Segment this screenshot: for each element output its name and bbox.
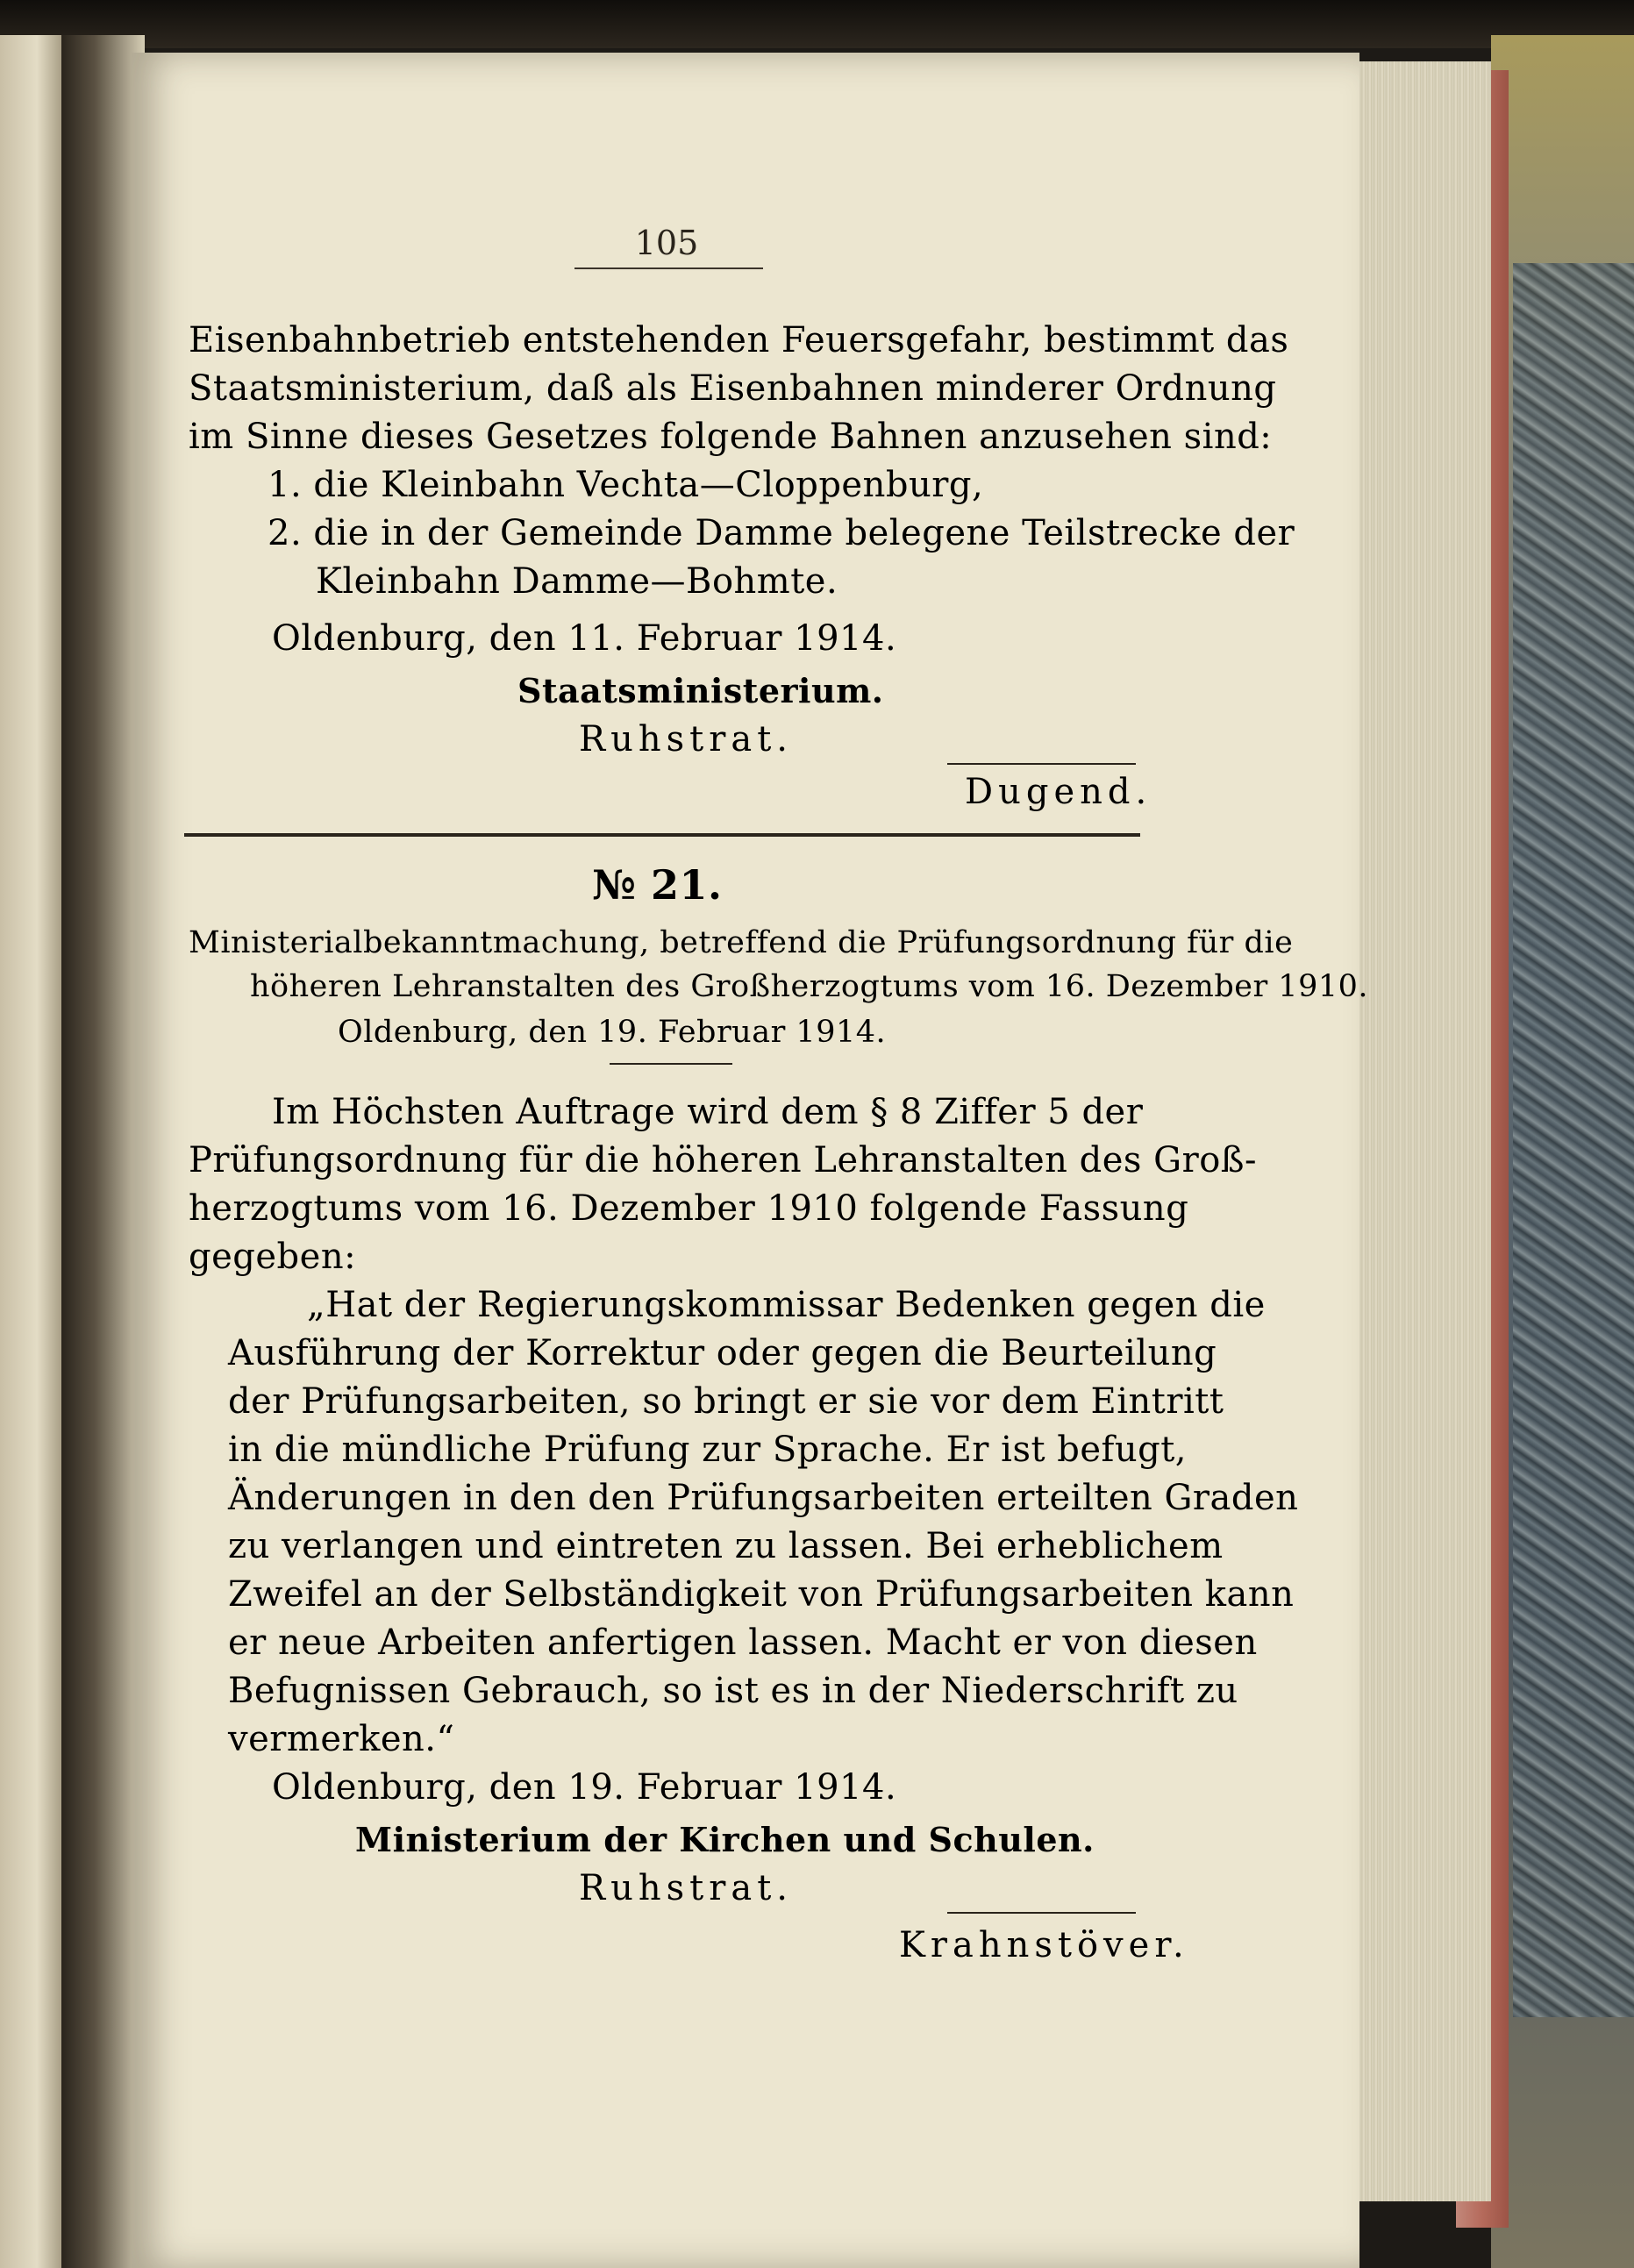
section1-authority: Staatsministerium. [517, 671, 884, 710]
section1-signature-ruhstrat: Ruhstrat. [579, 719, 793, 760]
left-page-edge [0, 35, 61, 2268]
body-line-3: herzogtums vom 16. Dezember 1910 folgende Fassung [189, 1188, 1189, 1229]
heading-rule [610, 1063, 732, 1065]
section2-heading-date: Oldenburg, den 19. Februar 1914. [338, 1015, 887, 1050]
quote-line-10: vermerken.“ [228, 1719, 455, 1759]
scan-top-edge [0, 0, 1634, 48]
list-item-1: 1. die Kleinbahn Vechta—Cloppenburg, [268, 465, 984, 505]
body-line-1: Im Höchsten Auftrage wird dem § 8 Ziffer 5 der [272, 1092, 1144, 1132]
quote-line-2: Ausführung der Korrektur oder gegen die Beurteilung [228, 1333, 1217, 1373]
quote-line-9: Befugnissen Gebrauch, so ist es in der Niederschrift zu [228, 1671, 1238, 1711]
marbled-cover [1513, 263, 1634, 2017]
body-line-4: gegeben: [189, 1237, 357, 1277]
section1-line-1: Eisenbahnbetrieb entstehenden Feuersgefahr, bestimmt das [189, 320, 1289, 360]
page-stack-edges [1359, 61, 1491, 2201]
quote-line-3: der Prüfungsarbeiten, so bringt er sie vor dem Eintritt [228, 1381, 1224, 1422]
quote-line-8: er neue Arbeiten anfertigen lassen. Macht er von diesen [228, 1623, 1258, 1663]
page-number-rule [574, 267, 763, 269]
signature-rule-2 [947, 1912, 1136, 1914]
list-item-2-line-2: Kleinbahn Damme—Bohmte. [316, 561, 838, 602]
section2-authority: Ministerium der Kirchen und Schulen. [355, 1820, 1095, 1859]
section1-date: Oldenburg, den 11. Februar 1914. [272, 618, 897, 659]
section1-line-3: im Sinne dieses Gesetzes folgende Bahnen anzusehen sind: [189, 417, 1273, 457]
quote-line-7: Zweifel an der Selbständigkeit von Prüfungsarbeiten kann [228, 1574, 1295, 1615]
section2-signature-krahnstoever: Krahnstöver. [899, 1925, 1189, 1965]
page-number: 105 [634, 224, 699, 262]
list-item-2-line-1: 2. die in der Gemeinde Damme belegene Teilstrecke der [268, 513, 1295, 553]
section2-heading-line-1: Ministerialbekanntmachung, betreffend die Prüfungsordnung für die [189, 925, 1294, 960]
quote-line-1: „Hat der Regierungskommissar Bedenken gegen die [307, 1285, 1266, 1325]
section2-date: Oldenburg, den 19. Februar 1914. [272, 1767, 897, 1808]
section2-heading-line-2: höheren Lehranstalten des Großherzogtums vom 16. Dezember 1910. [250, 969, 1369, 1004]
section-number: № 21. [592, 861, 723, 909]
section1-signature-dugend: Dugend. [965, 772, 1152, 812]
quote-line-5: Änderungen in den den Prüfungsarbeiten erteilten Graden [228, 1478, 1299, 1518]
signature-rule [947, 763, 1136, 765]
quote-line-6: zu verlangen und eintreten zu lassen. Bei erheblichem [228, 1526, 1224, 1566]
section-divider [184, 833, 1140, 837]
body-line-2: Prüfungsordnung für die höheren Lehranstalten des Groß- [189, 1140, 1258, 1180]
quote-line-4: in die mündliche Prüfung zur Sprache. Er ist befugt, [228, 1430, 1187, 1470]
section1-line-2: Staatsministerium, daß als Eisenbahnen minderer Ordnung [189, 368, 1277, 409]
section2-signature-ruhstrat: Ruhstrat. [579, 1868, 793, 1908]
